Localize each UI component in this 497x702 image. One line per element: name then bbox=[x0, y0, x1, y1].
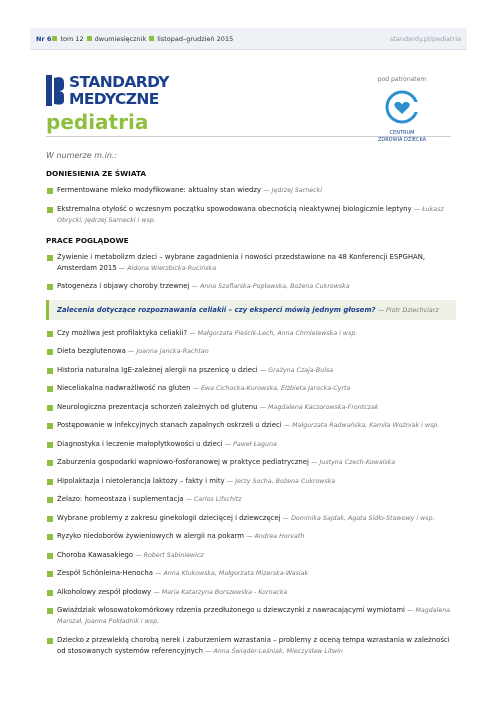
article-title: Dziecko z przewlekłą chorobą nerek i zaburzeniem wzrastania – problemy z oceną tempa wzrastania w zależności od stosowanych systemów referencyjnych bbox=[57, 635, 450, 655]
list-item[interactable] bbox=[46, 635, 456, 657]
patronage-label: pod patronatem bbox=[377, 76, 427, 83]
square-bullet-icon bbox=[87, 36, 92, 41]
article-title: Hipolaktazja i nietolerancja laktozy – fakty i mity bbox=[57, 476, 225, 485]
list-item[interactable] bbox=[46, 531, 456, 542]
list-item[interactable] bbox=[46, 365, 456, 376]
frequency: dwumiesięcznik bbox=[94, 34, 147, 43]
article-authors: — Ewa Cichocka-Kurowska, Elżbieta Jarocka-Cyrta bbox=[192, 385, 351, 392]
article-authors: — Magdalena Kaczorowska-Frontczak bbox=[259, 403, 379, 411]
list-item[interactable] bbox=[46, 550, 456, 561]
article-title: Wybrane problemy z zakresu ginekologii dziecięcej i dziewczęcej bbox=[57, 513, 281, 522]
square-bullet-icon bbox=[47, 479, 53, 485]
square-bullet-icon bbox=[47, 638, 53, 644]
article-title: Czy możliwa jest profilaktyka celiakii? bbox=[57, 328, 188, 337]
article-authors: — Anna Szaflarska-Popławska, Bożena Cukrowska bbox=[191, 283, 350, 290]
period: listopad–grudzień 2015 bbox=[157, 34, 234, 43]
article-title: Dieta bezglutenowa bbox=[57, 347, 126, 355]
article-authors: — Carlos Lifschitz bbox=[185, 496, 242, 503]
article-title: Choroba Kawasakiego bbox=[57, 550, 134, 559]
list-item[interactable] bbox=[46, 568, 456, 579]
intro-text: W numerze m.in.: bbox=[46, 151, 118, 160]
square-bullet-icon bbox=[47, 423, 53, 429]
article-title: Postępowanie w infekcyjnych stanach zapalnych oskrzeli u dzieci bbox=[57, 421, 282, 429]
article-authors: — Małgorzata Pieścik-Lech, Anna Chmielewska i wsp. bbox=[189, 329, 358, 337]
section-title: PRACE POGLĄDOWE bbox=[46, 235, 129, 245]
article-title: Fermentowane mleko modyfikowane: aktualny stan wiedzy bbox=[57, 186, 262, 194]
square-bullet-icon bbox=[52, 36, 57, 41]
list-item[interactable] bbox=[46, 513, 456, 524]
square-bullet-icon bbox=[47, 497, 53, 503]
article-title: Neurologiczna prezentacja schorzeń zależnych od glutenu bbox=[57, 402, 258, 411]
highlighted-article-authors: — Piotr Dziechciarz bbox=[377, 306, 439, 314]
article-authors: — Robert Sabiniewicz bbox=[135, 551, 204, 559]
article-authors: — Justyna Czech-Kowalska bbox=[311, 459, 396, 466]
square-bullet-icon bbox=[47, 590, 53, 596]
square-bullet-icon bbox=[47, 207, 53, 213]
article-title: Gwiaździak włosowatokomórkowy rdzenia przedłużonego u dziewczynki z nawracającymi wymiotami bbox=[57, 606, 405, 614]
list-item[interactable] bbox=[46, 587, 456, 598]
square-bullet-icon bbox=[47, 349, 53, 355]
section-reviews bbox=[46, 235, 456, 657]
square-bullet-icon bbox=[47, 368, 53, 374]
list-item[interactable] bbox=[46, 476, 456, 487]
article-authors: — Aldona Wierzbicka-Rucińska bbox=[118, 264, 217, 272]
square-bullet-icon bbox=[47, 516, 53, 522]
article-title: Nieceliakalna nadwrażliwość na gluten bbox=[57, 384, 191, 392]
list-item[interactable] bbox=[46, 420, 456, 431]
article-title: Diagnostyka i leczenie małopłytkowości u dzieci bbox=[57, 439, 223, 448]
article-title: Zespół Schönleina-Henocha bbox=[57, 569, 153, 577]
square-bullet-icon bbox=[47, 255, 53, 261]
article-title: Historia naturalna IgE-zależnej alergii na pszenicę u dzieci bbox=[57, 365, 258, 374]
list-item[interactable] bbox=[46, 494, 456, 505]
list-item[interactable] bbox=[46, 383, 456, 394]
square-bullet-icon bbox=[47, 284, 53, 290]
logo-line-2: MEDYCZNE bbox=[69, 90, 159, 108]
section-news bbox=[46, 168, 456, 226]
list-item[interactable] bbox=[46, 457, 456, 468]
square-bullet-icon bbox=[47, 608, 53, 614]
article-authors: — Andrea Horvath bbox=[246, 533, 305, 540]
list-item[interactable] bbox=[46, 605, 456, 627]
article-authors: — Maria Katarzyna Borszewska - Kornacka bbox=[153, 588, 288, 596]
table-of-contents bbox=[46, 168, 456, 664]
journal-url[interactable]: standardy.pl/pediatria bbox=[390, 34, 461, 43]
article-authors: — Łukasz Obrycki, Jędrzej Sarnecki i wsp. bbox=[57, 205, 444, 224]
article-authors: — Magdalena Marszał, Joanna Pokładnik i wsp. bbox=[57, 607, 451, 625]
square-bullet-icon bbox=[47, 571, 53, 577]
list-item[interactable] bbox=[46, 185, 456, 196]
square-bullet-icon bbox=[47, 442, 53, 448]
volume: tom 12 bbox=[60, 34, 84, 43]
patronage-org-line-1: CENTRUM bbox=[389, 130, 415, 136]
highlighted-article[interactable] bbox=[46, 300, 456, 320]
list-item[interactable] bbox=[46, 439, 456, 450]
header-divider bbox=[46, 136, 451, 137]
list-item[interactable] bbox=[46, 346, 456, 357]
list-item[interactable] bbox=[46, 402, 456, 413]
article-authors: — Grażyna Czaja-Bulsa bbox=[259, 366, 334, 374]
article-authors: — Dominika Sajdak, Agata Sidło-Stawowy i wsp. bbox=[282, 514, 435, 522]
article-authors: — Anna Klukowska, Małgorzata Mizerska-Wasiak bbox=[155, 570, 309, 577]
article-authors: — Paweł Łaguna bbox=[224, 440, 277, 448]
list-item[interactable] bbox=[46, 281, 456, 292]
issue-header-bar bbox=[30, 28, 467, 50]
section-title: DONIESIENIA ZE ŚWIATA bbox=[46, 169, 147, 178]
patronage-org-line-2: ZDROWIA DZIECKA bbox=[377, 137, 427, 143]
square-bullet-icon bbox=[149, 36, 154, 41]
article-title: Ekstremalna otyłość o wczesnym początku spowodowana obecnością nieaktywnej biologicznie leptyny bbox=[57, 204, 412, 213]
logo-line-1: STANDARDY bbox=[69, 73, 169, 91]
article-title: Ryzyko niedoborów żywieniowych w alergii na pokarm bbox=[57, 532, 244, 540]
czd-heart-logo-icon bbox=[383, 88, 421, 126]
article-title: Zaburzenia gospodarki wapniowo-fosforanowej w praktyce pediatrycznej bbox=[57, 458, 309, 466]
square-bullet-icon bbox=[47, 460, 53, 466]
logo-mark-icon bbox=[46, 75, 66, 106]
article-title: Żywienie i metabolizm dzieci – wybrane zagadnienia i nowości przedstawione na 48 Konferencji ESPGHAN, Amsterdam 2015 bbox=[57, 252, 426, 272]
article-title: Alkoholowy zespół płodowy bbox=[57, 587, 152, 596]
article-authors: — Jędrzej Sarnecki bbox=[263, 187, 323, 194]
article-authors: — Anna Świąder-Leśniak, Mieczysław Litwin bbox=[205, 647, 343, 655]
patronage-block bbox=[352, 76, 452, 144]
square-bullet-icon bbox=[47, 405, 53, 411]
list-item[interactable] bbox=[46, 328, 456, 339]
square-bullet-icon bbox=[47, 553, 53, 559]
square-bullet-icon bbox=[47, 188, 53, 194]
square-bullet-icon bbox=[47, 534, 53, 540]
article-title: Patogeneza i objawy choroby trzewnej bbox=[57, 282, 190, 290]
list-item[interactable] bbox=[46, 252, 456, 274]
square-bullet-icon bbox=[47, 331, 53, 337]
journal-title: pediatria bbox=[46, 110, 149, 134]
standardy-medyczne-logo bbox=[46, 74, 196, 108]
article-authors: — Joanna Jancka-Rachtan bbox=[128, 348, 209, 355]
issue-number: Nr 6 bbox=[36, 34, 52, 43]
article-authors: — Jerzy Socha, Bożena Cukrowska bbox=[226, 477, 336, 485]
square-bullet-icon bbox=[47, 386, 53, 392]
article-authors: — Małgorzata Radwańska, Kamila Woźniak i wsp. bbox=[283, 422, 440, 429]
list-item[interactable] bbox=[46, 204, 456, 226]
highlighted-article-title: Zalecenia dotyczące rozpoznawania celiakii – czy eksperci mówią jednym głosem? bbox=[57, 305, 376, 314]
article-title: Żelazo: homeostaza i suplementacja bbox=[57, 495, 184, 503]
